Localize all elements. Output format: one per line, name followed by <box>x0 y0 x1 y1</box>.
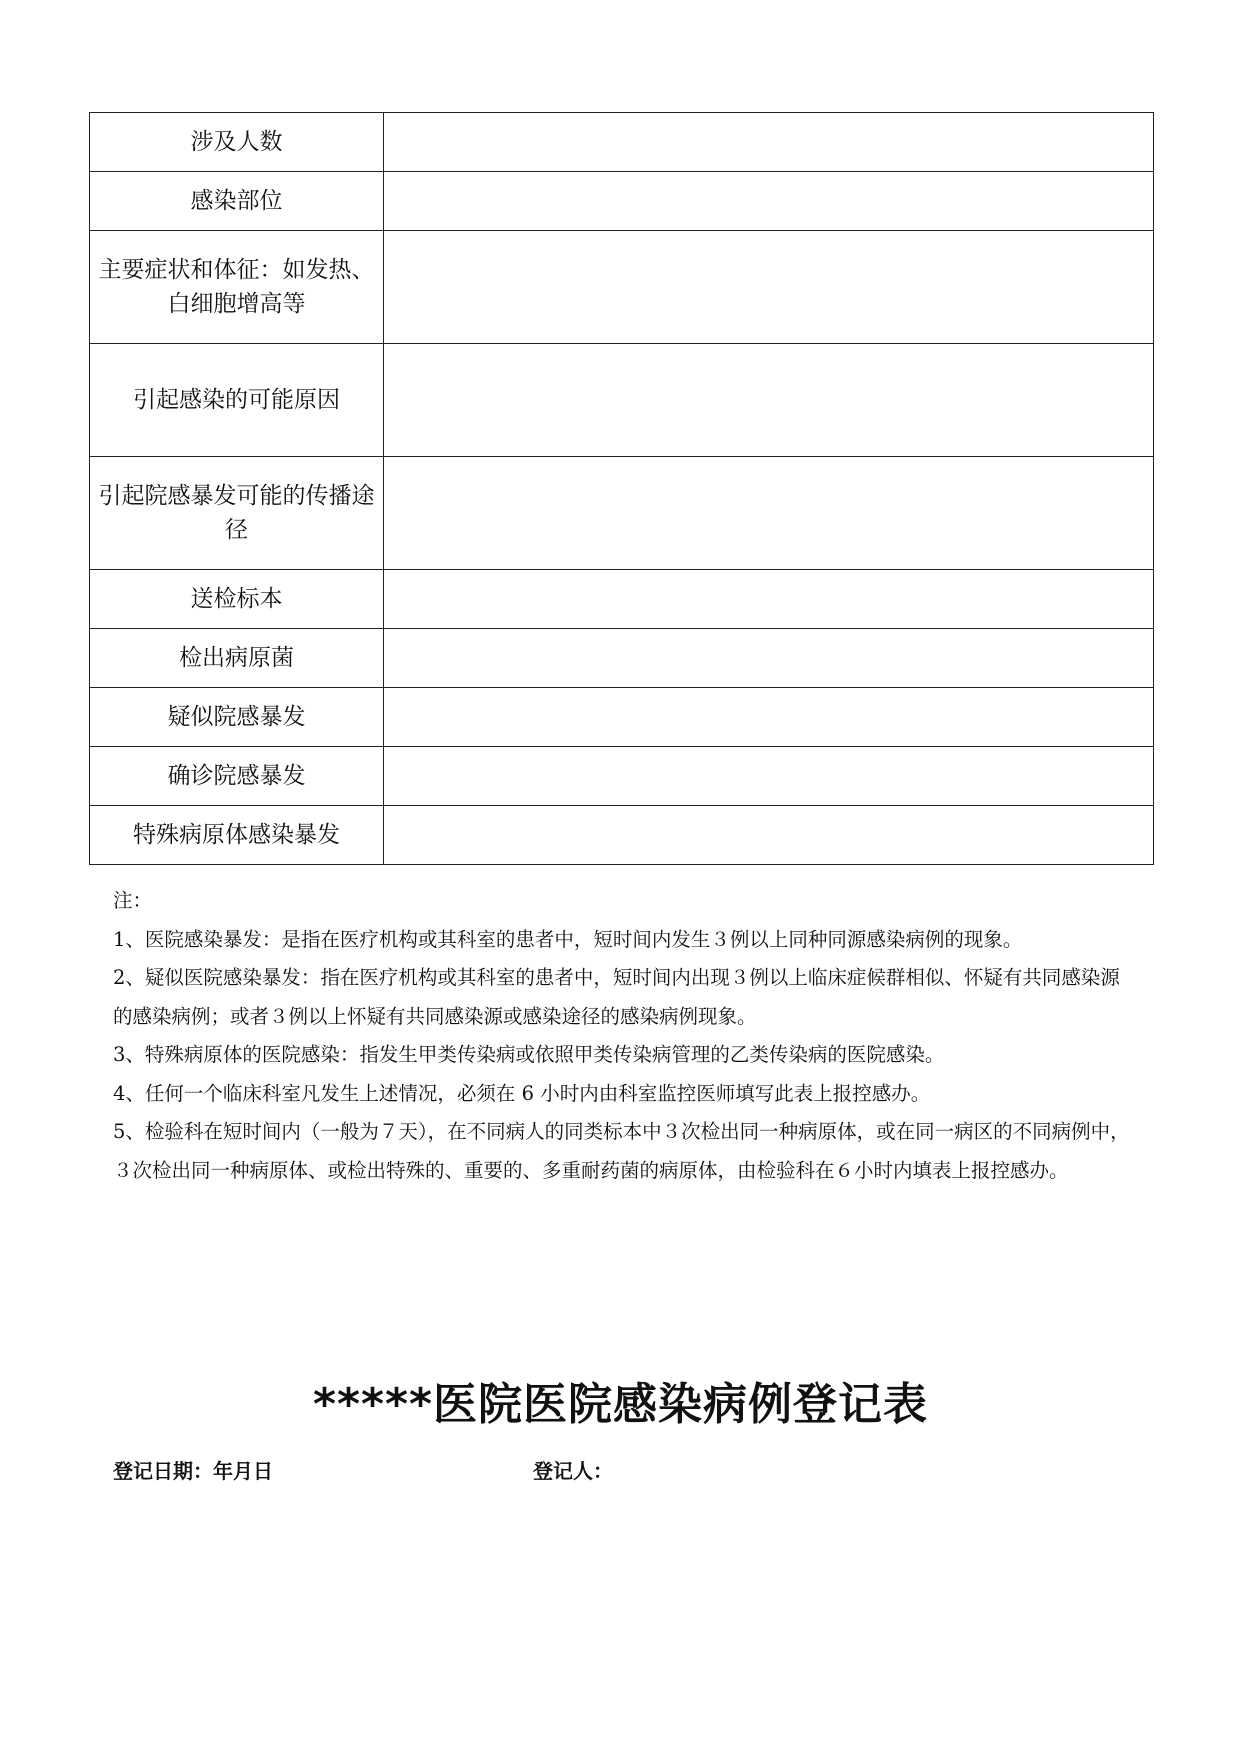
row-label-special-pathogen: 特殊病原体感染暴发 <box>90 806 384 865</box>
row-value-suspected-outbreak[interactable] <box>384 688 1154 747</box>
row-label-symptoms: 主要症状和体征：如发热、白细胞增高等 <box>90 231 384 344</box>
row-value-people-involved[interactable] <box>384 113 1154 172</box>
note-item: 5、检验科在短时间内（一般为７天），在不同病人的同类标本中３次检出同一种病原体，或在同一病区的不同病例中，３次检出同一种病原体、或检出特殊的、重要的、多重耐药菌的病原体，由检验科在６小时内填表上报控感办。 <box>113 1120 1130 1182</box>
row-value-confirmed-outbreak[interactable] <box>384 747 1154 806</box>
row-label-infection-site: 感染部位 <box>90 172 384 231</box>
table-row <box>90 344 1154 457</box>
table-row <box>90 806 1154 865</box>
table-row <box>90 629 1154 688</box>
row-label-possible-causes: 引起感染的可能原因 <box>90 344 384 457</box>
notes-section <box>113 882 1133 1190</box>
row-value-possible-causes[interactable] <box>384 344 1154 457</box>
registration-form-title: *****医院医院感染病例登记表 <box>312 1379 929 1430</box>
row-label-people-involved: 涉及人数 <box>90 113 384 172</box>
note-item: 2、疑似医院感染暴发：指在医疗机构或其科室的患者中，短时间内出现３例以上临床症候群相似、怀疑有共同感染源的感染病例；或者３例以上怀疑有共同感染源或感染途径的感染病例现象。 <box>113 966 1120 1028</box>
note-item: 1、医院感染暴发：是指在医疗机构或其科室的患者中，短时间内发生３例以上同种同源感染病例的现象。 <box>113 927 1023 951</box>
registrar-label: 登记人： <box>533 1459 613 1483</box>
row-value-pathogen[interactable] <box>384 629 1154 688</box>
table-row <box>90 457 1154 570</box>
note-item: 3、特殊病原体的医院感染：指发生甲类传染病或依照甲类传染病管理的乙类传染病的医院感染。 <box>113 1043 945 1066</box>
row-value-infection-site[interactable] <box>384 172 1154 231</box>
row-value-transmission-route[interactable] <box>384 457 1154 570</box>
row-label-confirmed-outbreak: 确诊院感暴发 <box>90 747 384 806</box>
row-label-suspected-outbreak: 疑似院感暴发 <box>90 688 384 747</box>
row-label-pathogen: 检出病原菌 <box>90 629 384 688</box>
table-row <box>90 231 1154 344</box>
registration-date-label: 登记日期：年月日 <box>113 1459 273 1483</box>
row-value-specimen[interactable] <box>384 570 1154 629</box>
row-value-special-pathogen[interactable] <box>384 806 1154 865</box>
table-row <box>90 570 1154 629</box>
table-row <box>90 172 1154 231</box>
row-label-specimen: 送检标本 <box>90 570 384 629</box>
table-row <box>90 688 1154 747</box>
row-label-transmission-route: 引起院感暴发可能的传播途径 <box>90 457 384 570</box>
table-row <box>90 113 1154 172</box>
outbreak-report-table <box>89 112 1154 865</box>
note-item: 4、任何一个临床科室凡发生上述情况，必须在 6 小时内由科室监控医师填写此表上报控感办。 <box>113 1081 931 1105</box>
row-value-symptoms[interactable] <box>384 231 1154 344</box>
table-row <box>90 747 1154 806</box>
notes-heading: 注： <box>113 889 153 912</box>
